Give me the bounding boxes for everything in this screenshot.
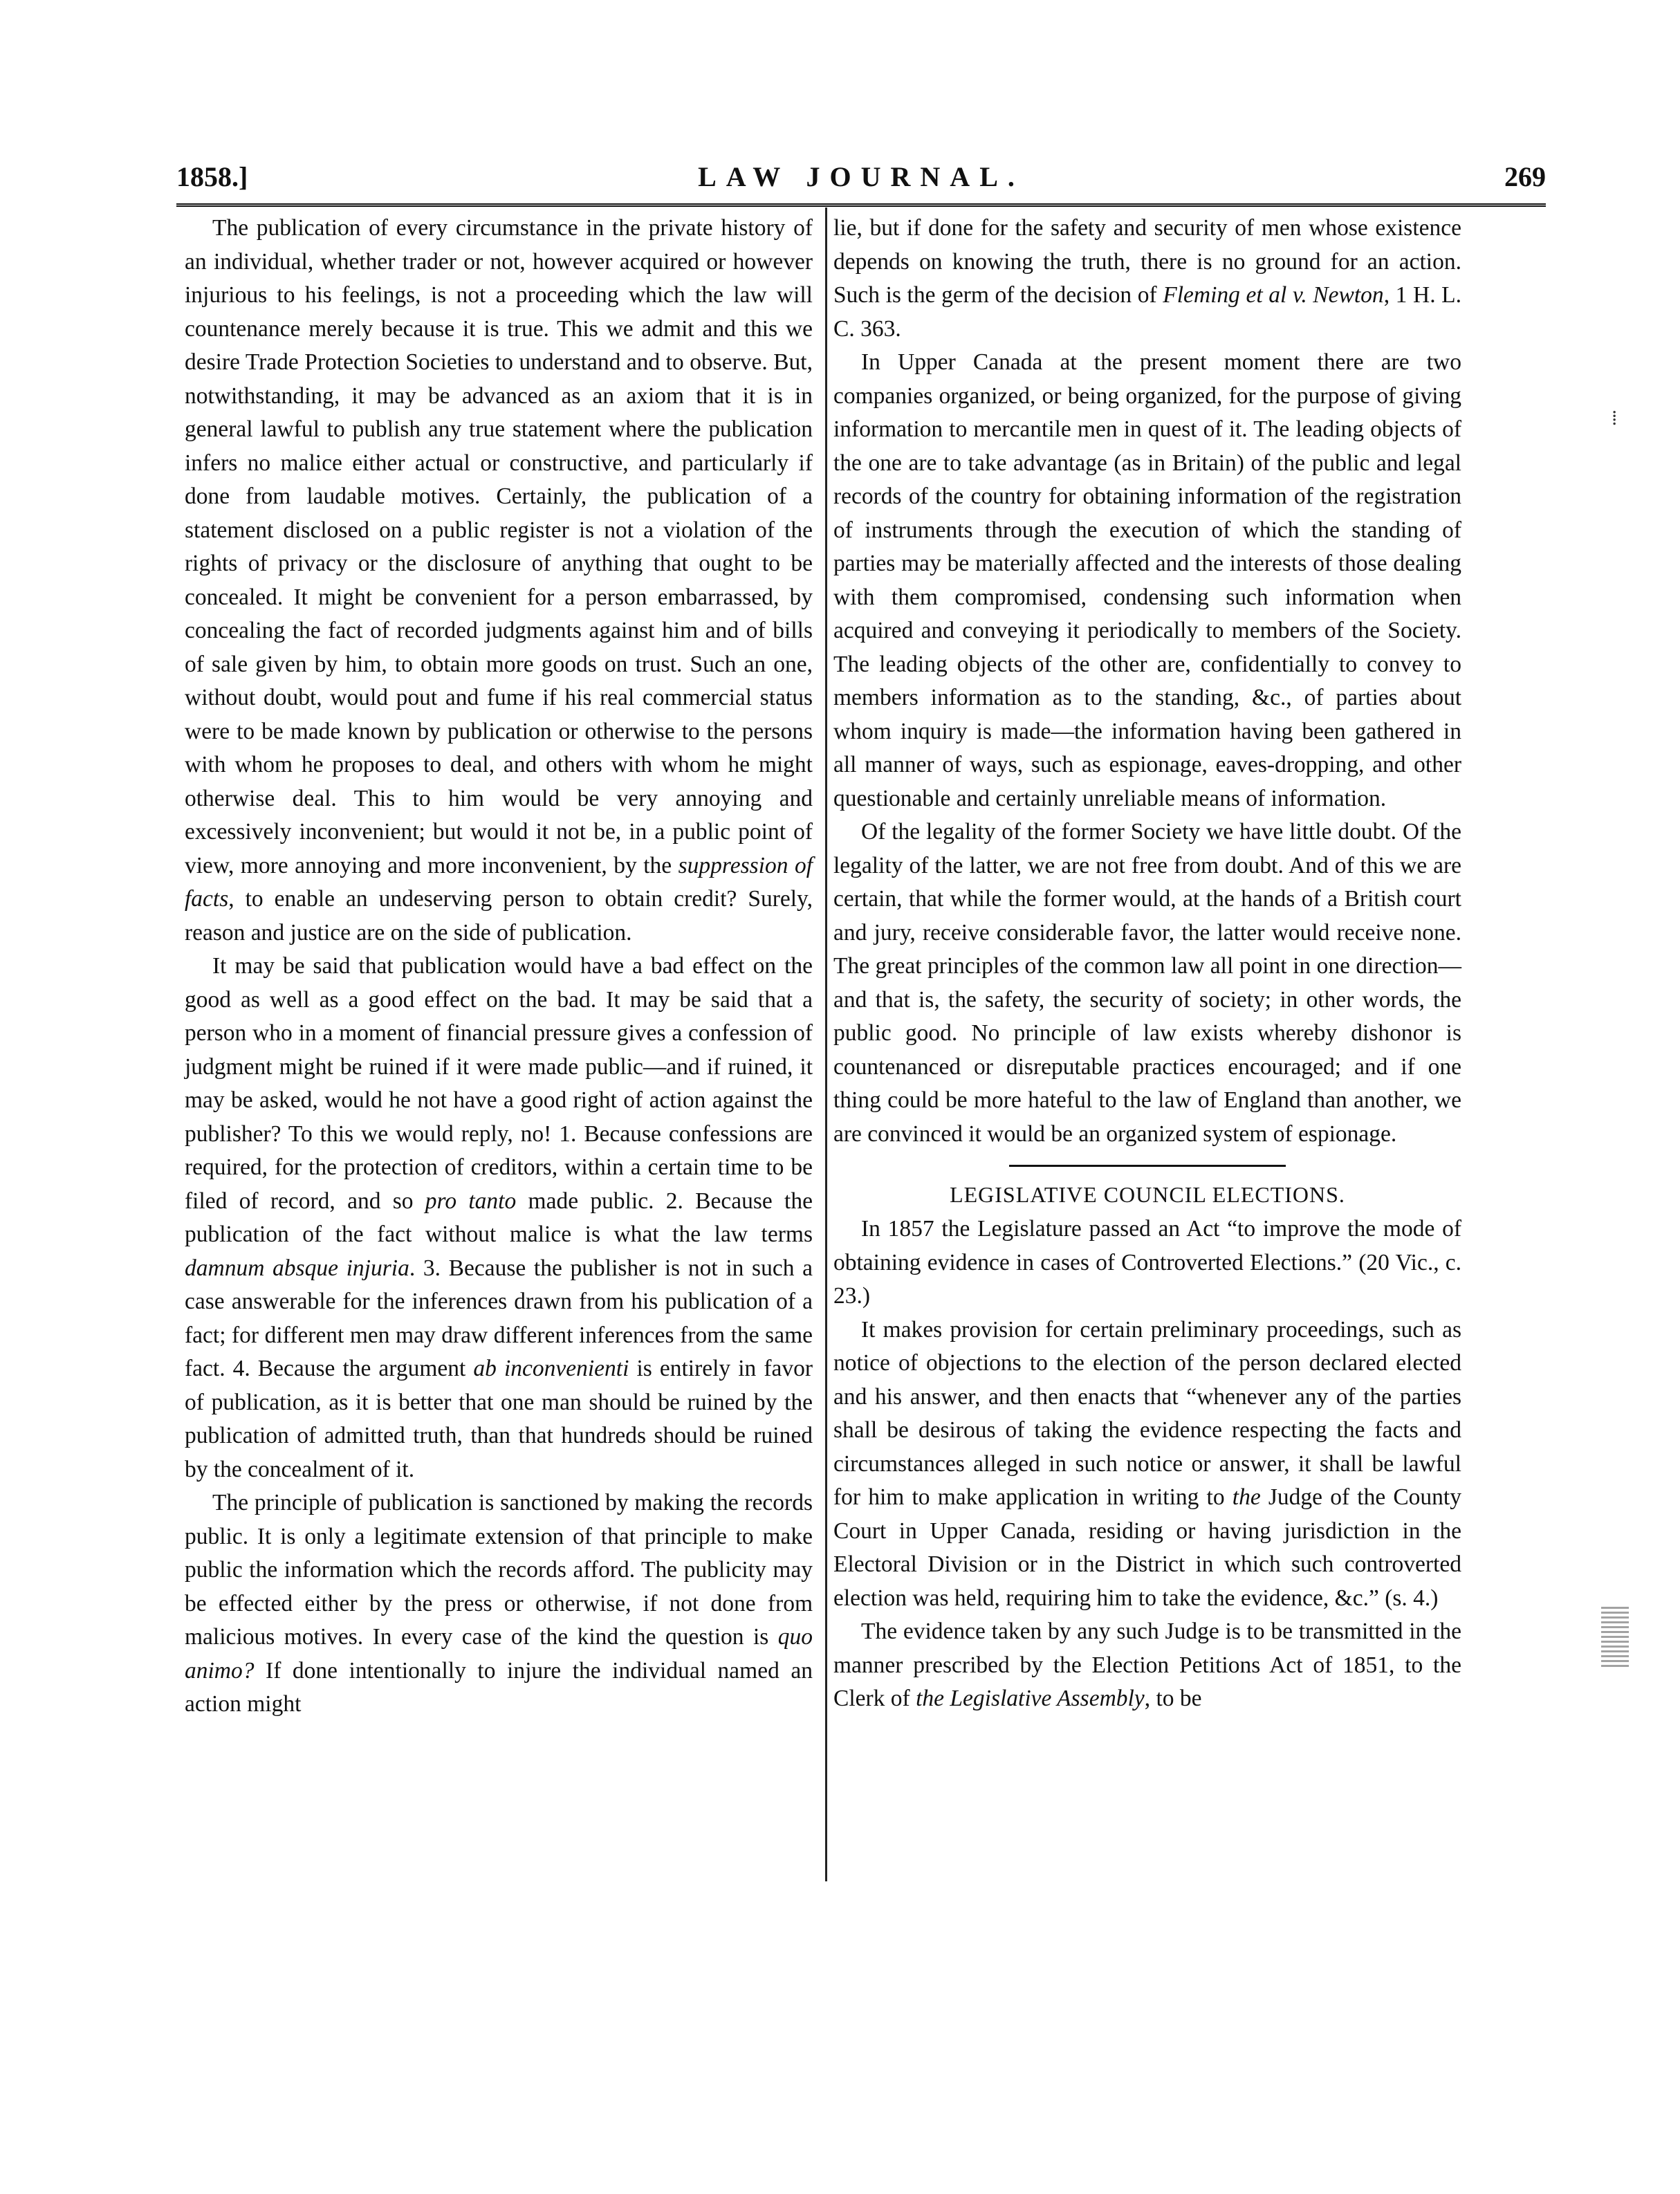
paragraph: The evidence taken by any such Judge is to be transmitted in the manner prescribed by the Election Petitions Act of 1851, to the Clerk of the Legislative Assembly, to be bbox=[833, 1619, 1461, 1711]
column-divider bbox=[825, 208, 827, 1881]
paragraph: Of the legality of the former Society we have little doubt. Of the legality of the latter, we are not free from doubt. And of this we are certain, that while the former would, at the hands of a British court and jury, receive considerable favor, the latter would receive none. The great principles of the common law all point in one direction—and that is, the safety, the security of society; in other words, the public good. No principle of law exists whereby dishonor is countenanced or disreputable practices encouraged; and if one thing could be more hateful to the law of England than another, we are convinced it would be an organized system of espionage. bbox=[833, 819, 1461, 1147]
paragraph: In Upper Canada at the present moment there are two companies organized, or being organized, for the purpose of giving information to mercantile men in quest of it. The leading objects of the one are to take advantage (as in Britain) of the public and legal records of the country for obtaining information of the registration of instruments through the execution of which the standing of parties may be materially affected and the interests of those dealing with them compromised, condensing such information when acquired and conveying it periodically to members of the Society. The leading objects of the other are, confidentially to convey to members information as to the standing, &c., of parties about whom inquiry is made—the information having been gathered in all manner of ways, such as espionage, eaves-dropping, and other questionable and certainly unreliable means of information. bbox=[833, 349, 1461, 811]
journal-title: LAW JOURNAL. bbox=[698, 161, 1024, 192]
page-number: 269 bbox=[1504, 161, 1546, 192]
paragraph: It makes provision for certain preliminary proceedings, such as notice of objections to the election of the person declared elected and his answer, and then enacts that “whenever any of the parties shall be desirous of taking the evidence respecting the facts and circumstances alleged in such notice or answer, it shall be lawful for him to make application in writing to the Judge of the County Court in Upper Canada, residing or having jurisdiction in the Electoral Division or in the District in which such controverted election was held, requiring him to take the evidence, &c.” (s. 4.) bbox=[833, 1316, 1461, 1611]
margin-smudge bbox=[1601, 1605, 1629, 1667]
paragraph: The publication of every circumstance in the private history of an individual, whether trader or not, however acquired or however injurious to his feelings, is not a proceeding which the law will countenance merely because it is true. This we admit and this we desire Trade Protection Societies to understand and to observe. But, notwithstanding, it may be advanced as an axiom that it is in general lawful to publish any true statement where the publication infers no malice either actual or constructive, and particularly if done from laudable motives. Certainly, the publication of a statement disclosed on a public register is not a violation of the rights of privacy or the disclosure of anything that ought to be concealed. It might be convenient for a person embarrassed, by concealing the fact of recorded judgments against him and of bills of sale given by him, to obtain more goods on trust. Such an one, without doubt, would pout and fume if his real commercial status were to be made known by publication or otherwise to the persons with whom he proposes to deal, and others with whom he might otherwise deal. This to him would be very annoying and excessively inconvenient; but would it not be, in a public point of view, more annoying and more inconvenient, by the suppression of facts, to enable an undeserving person to obtain credit? Surely, reason and justice are on the side of publication. bbox=[185, 215, 813, 946]
left-column bbox=[185, 212, 813, 1722]
paragraph: The principle of publication is sanctioned by making the records public. It is only a legitimate extension of that principle to make public the information which the records afford. The publicity may be effected either by the press or otherwise, if not done from malicious motives. In every case of the kind the question is quo animo? If done intentionally to injure the individual named an action might bbox=[185, 1490, 813, 1717]
header-rule bbox=[176, 203, 1546, 207]
paragraph: In 1857 the Legislature passed an Act “to improve the mode of obtaining evidence in cases of Controverted Elections.” (20 Vic., c. 23.) bbox=[833, 1216, 1461, 1309]
paragraph: lie, but if done for the safety and security of men whose existence depends on knowing the truth, there is no ground for an action. Such is the germ of the decision of Fleming et al v. Newton, 1 H. L. C. 363. bbox=[833, 215, 1462, 342]
margin-mark: ⁞ bbox=[1612, 407, 1618, 430]
header-year: 1858.] bbox=[176, 161, 248, 192]
section-heading: LEGISLATIVE COUNCIL ELECTIONS. bbox=[950, 1182, 1345, 1207]
right-column bbox=[833, 212, 1461, 1716]
paragraph: It may be said that publication would have a bad effect on the good as well as a good effect on the bad. It may be said that a person who in a moment of financial pressure gives a confession of judgment might be ruined if it were made public—and if ruined, it may be asked, would he not have a good right of action against the publisher? To this we would reply, no! 1. Because confessions are required, for the protection of creditors, within a certain time to be filed of record, and so pro tanto made public. 2. Because the publication of the fact without malice is what the law terms damnum absque injuria. 3. Because the publisher is not in such a case answerable for the inferences drawn from his publication of a fact; for different men may draw different inferences from the same fact. 4. Because the argument ab inconvenienti is entirely in favor of publication, as it is better that one man should be ruined by the publication of admitted truth, than that hundreds should be ruined by the concealment of it. bbox=[185, 953, 813, 1482]
section-rule bbox=[1009, 1165, 1286, 1167]
running-header bbox=[176, 160, 1546, 202]
